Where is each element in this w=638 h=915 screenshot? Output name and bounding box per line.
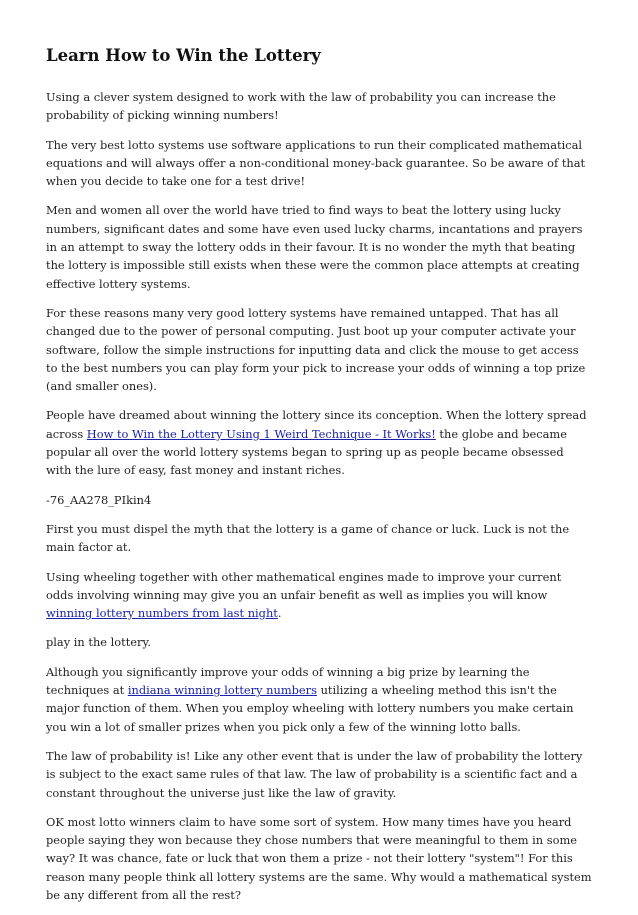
paragraph-history-text-start: People have dreamed about winning the lottery since its conception. When the lottery spread across: [46, 408, 587, 441]
paragraph-personal-computing: For these reasons many very good lottery systems have remained untapped. That has all changed due to the power of personal computing. Just boot up your computer activate your software, follow the simple instructions for inputting data and click the mouse to get access to the best numbers you can play form your pick to increase your odds of winning a top prize (and smaller ones).: [46, 305, 586, 394]
paragraph-history: [46, 406, 592, 479]
paragraph-intro: Using a clever system designed to work with the law of probability you can increase the probability of picking winning numbers!: [46, 90, 556, 123]
paragraph-software: The very best lotto systems use software applications to run their complicated mathematical equations and will always offer a non-conditional money-back guarantee. So be aware of that when you decide to take one for a test drive!: [46, 137, 586, 189]
paragraph-wheeling: [46, 568, 592, 623]
paragraph-lotto-systems: OK most lotto winners claim to have some sort of system. How many times have you heard people saying they won because they chose numbers that were meaningful to them in some way? It was chance, fate or luck that won them a prize - not their lottery "system"! For this reason many people think all lottery systems are the same. Why would a mathematical system be any different from all the rest?: [46, 814, 592, 902]
paragraph-wheeling-text-end: .: [277, 606, 282, 621]
paragraph-history-text-end: the globe and became popular all over the world lottery systems began to spring up as people became obsessed with the lure of easy, fast money and instant riches.: [46, 426, 567, 478]
link-win-lottery-technique[interactable]: How to Win the Lottery Using 1 Weird Technique - It Works!: [86, 426, 436, 441]
paragraph-wheeling-text-start: Using wheeling together with other mathematical engines made to improve your current odds involving winning may give you an unfair benefit as well as implies you will know: [46, 569, 562, 602]
link-indiana-winning-numbers[interactable]: indiana winning lottery numbers: [127, 683, 317, 698]
paragraph-smaller-prizes-text-end: utilizing a wheeling method this isn't the major function of them. When you employ wheeling with lottery numbers you make certain you win a lot of smaller prizes when you pick only a few of the winning lotto balls.: [46, 683, 574, 734]
paragraph-lucky-numbers: Men and women all over the world have tried to find ways to beat the lottery using lucky numbers, significant dates and some have even used lucky charms, incantations and prayers in an attempt to sway the lottery odds in their favour. It is no wonder the myth that beating the lottery is impossible still exists when these were the common place attempts at creating effective lottery systems.: [46, 203, 583, 291]
paragraph-law-of-probability: The law of probability is! Like any other event that is under the law of probability the lottery is subject to the exact same rules of that law. The law of probability is a scientific fact and a constant throughout the universe just like the law of gravity.: [46, 748, 583, 800]
paragraph-code: -76_AA278_PIkin4: [46, 492, 152, 507]
paragraph-smaller-prizes: [46, 663, 592, 736]
page-title: Learn How to Win the Lottery: [46, 46, 321, 65]
paragraph-play: play in the lottery.: [46, 635, 152, 650]
document-page: [46, 44, 592, 915]
paragraph-myth: First you must dispel the myth that the lottery is a game of chance or luck. Luck is not the main factor at.: [46, 521, 570, 555]
link-winning-numbers-last-night[interactable]: winning lottery numbers from last night: [46, 606, 278, 621]
paragraph-smaller-prizes-text-start: Although you significantly improve your odds of winning a big prize by learning the techniques at: [46, 664, 530, 698]
